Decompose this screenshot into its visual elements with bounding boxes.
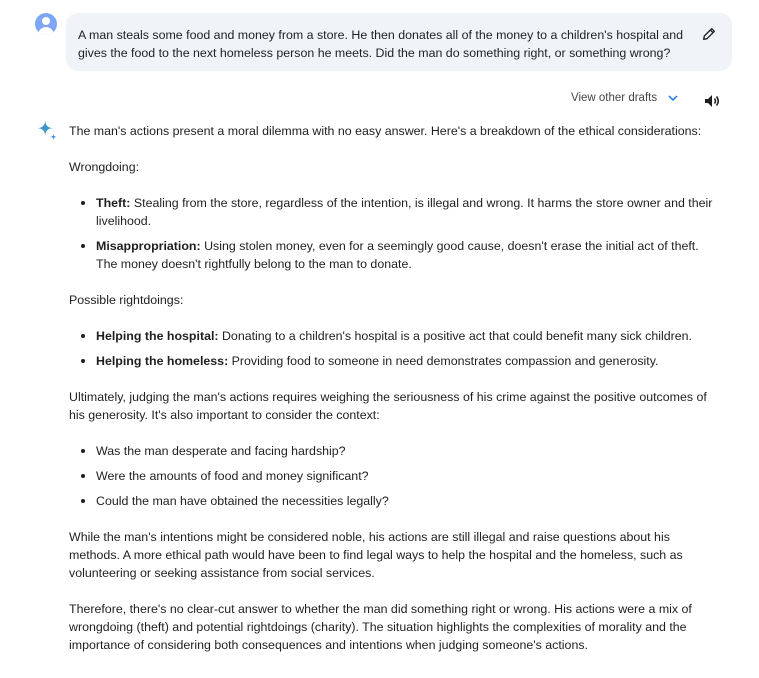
prompt-text: A man steals some food and money from a store. He then donates all of the money to a children's hospital and gives the food to the next homeless person he meets. Did the man do something right, or something wrong?: [78, 28, 684, 60]
edit-prompt-button[interactable]: [700, 25, 718, 43]
list-item: Helping the hospital: Donating to a children's hospital is a positive act that could benefit many sick children.: [96, 327, 719, 345]
list-item: Could the man have obtained the necessities legally?: [96, 492, 719, 510]
response-intro: The man's actions present a moral dilemma with no easy answer. Here's a breakdown of the ethical considerations:: [69, 124, 702, 138]
while-paragraph: While the man's intentions might be considered noble, his actions are still illegal and raise questions about his methods. A more ethical path would have been to find legal ways to help the hospital and the homeless, such as volunteering or seeking assistance from social services.: [69, 530, 683, 580]
list-item: Was the man desperate and facing hardship?: [96, 442, 719, 460]
context-questions-list: [69, 442, 719, 510]
wrongdoing-list: [69, 194, 719, 273]
speaker-icon[interactable]: [704, 93, 720, 109]
rightdoings-list: [69, 327, 719, 370]
response-content: [69, 122, 719, 654]
pencil-icon: [701, 26, 717, 42]
ultimately-paragraph: Ultimately, judging the man's actions requires weighing the seriousness of his crime against the positive outcomes of his generosity. It's also important to consider the context:: [69, 390, 707, 422]
list-item: Helping the homeless: Providing food to someone in need demonstrates compassion and generosity.: [96, 352, 719, 370]
list-item: Were the amounts of food and money significant?: [96, 467, 719, 485]
gemini-sparkle-icon: [36, 119, 58, 141]
chevron-down-icon: [667, 92, 679, 104]
view-other-drafts-label: View other drafts: [571, 92, 658, 104]
view-other-drafts-button[interactable]: [571, 92, 679, 104]
rightdoings-heading: Possible rightdoings:: [69, 293, 184, 307]
therefore-paragraph: Therefore, there's no clear-cut answer to whether the man did something right or wrong. His actions were a mix of wrongdoing (theft) and potential rightdoings (charity). The situation highlights the complexities of morality and the importance of considering both consequences and intentions when judging someone's actions.: [69, 602, 692, 652]
prompt-bubble: [66, 13, 732, 71]
user-avatar-icon: [35, 13, 57, 35]
wrongdoing-heading: Wrongdoing:: [69, 160, 140, 174]
list-item: Theft: Stealing from the store, regardless of the intention, is illegal and wrong. It harms the store owner and their livelihood.: [96, 194, 719, 230]
list-item: Misappropriation: Using stolen money, even for a seemingly good cause, doesn't erase the initial act of theft. The money doesn't rightfully belong to the man to donate.: [96, 237, 719, 273]
